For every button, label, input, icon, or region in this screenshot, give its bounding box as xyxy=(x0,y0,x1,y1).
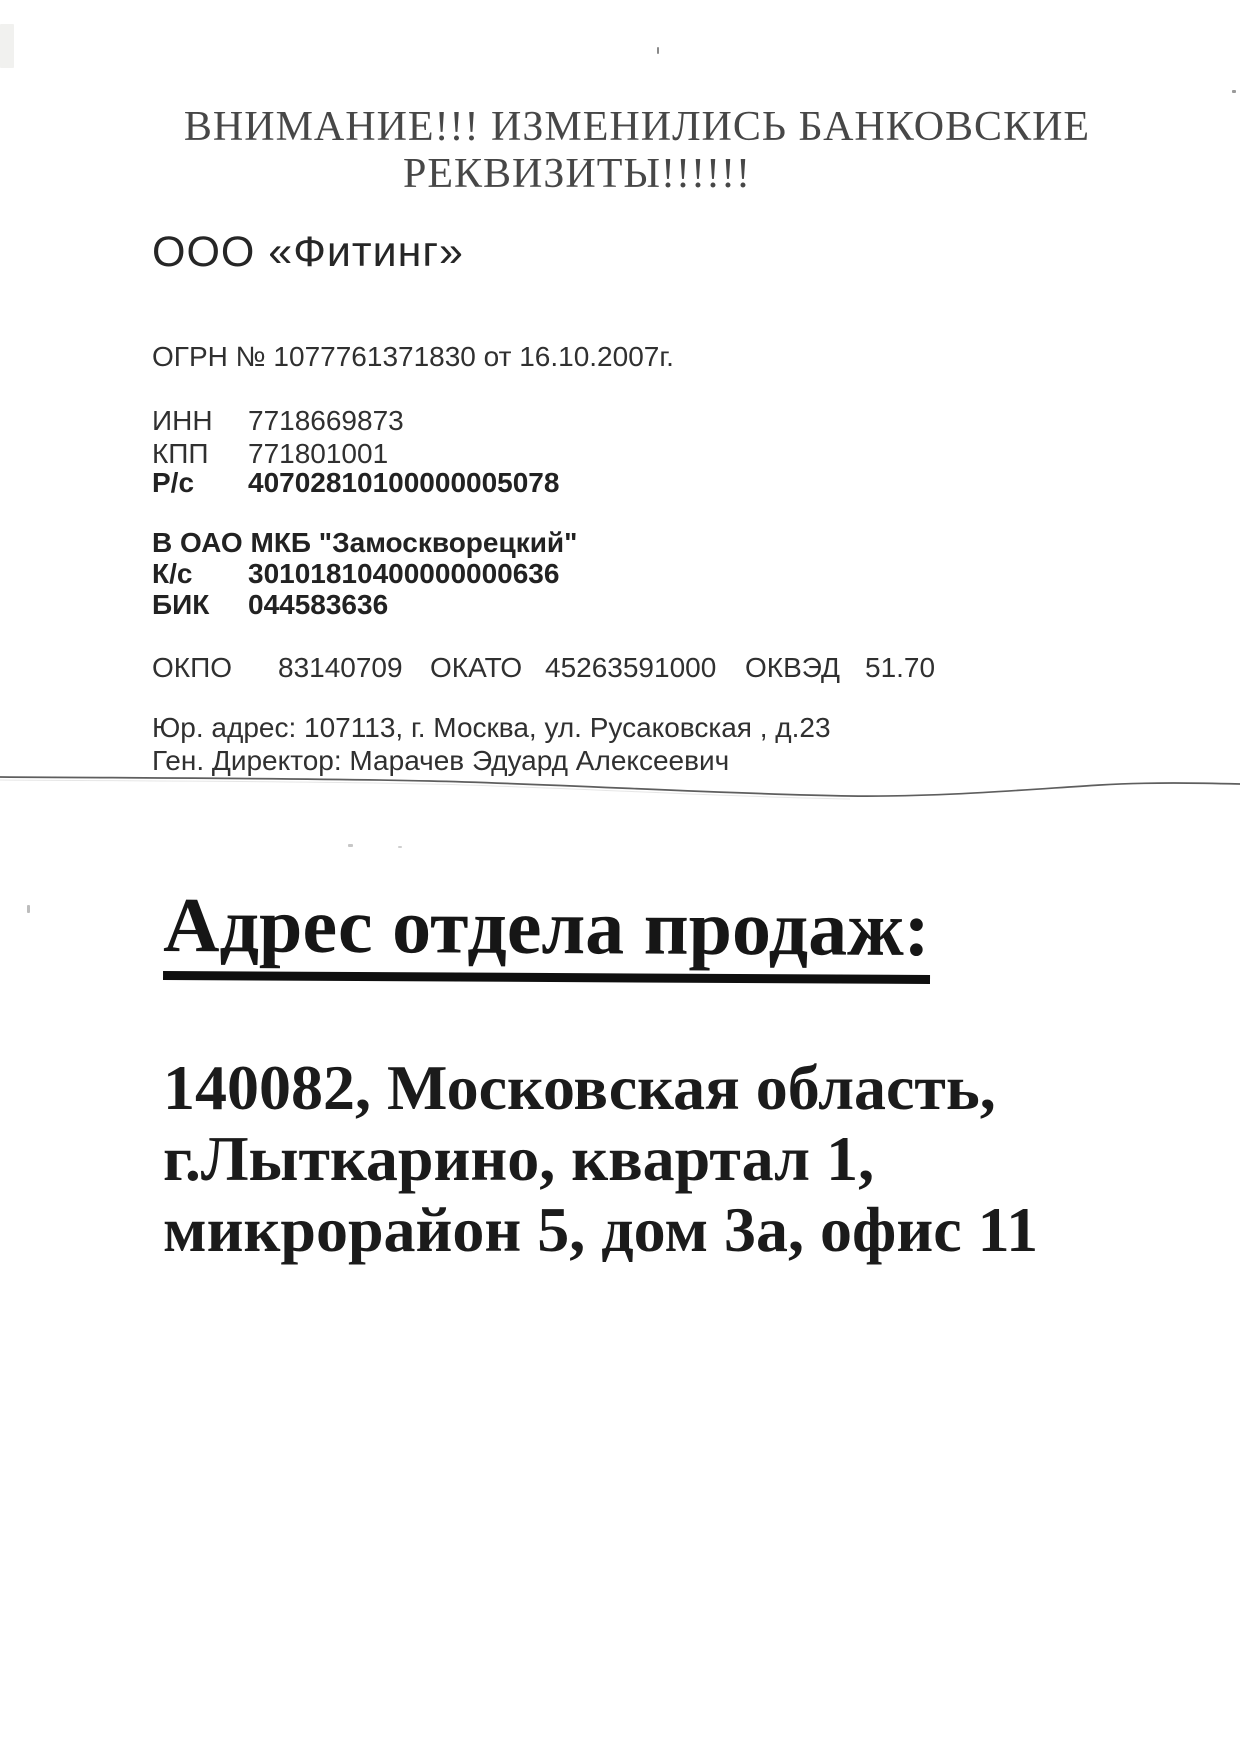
ogrn-line: ОГРН № 1077761371830 от 16.10.2007г. xyxy=(152,341,674,372)
sales-address xyxy=(163,1052,1038,1265)
okato-value: 45263591000 xyxy=(545,652,717,683)
scan-speck xyxy=(348,844,353,847)
company-name: ООО «Фитинг» xyxy=(152,228,464,276)
rs-label: Р/с xyxy=(152,467,195,498)
scan-speck xyxy=(1232,90,1236,93)
sales-heading: Адрес отдела продаж: xyxy=(163,886,930,984)
inn-row xyxy=(152,405,404,437)
okved-label: ОКВЭД xyxy=(745,652,840,683)
okato-label: ОКАТО xyxy=(430,652,523,683)
sales-address-line-3: микрорайон 5, дом 3а, офис 11 xyxy=(163,1194,1039,1265)
attention-header xyxy=(0,104,1240,198)
ks-row xyxy=(152,558,559,590)
attention-line-1: ВНИМАНИЕ!!! ИЗМЕНИЛИСЬ БАНКОВСКИЕ xyxy=(183,104,1091,150)
okpo-row xyxy=(152,652,935,684)
okpo-label: ОКПО xyxy=(152,652,232,683)
kpp-row xyxy=(152,438,388,470)
rs-row xyxy=(152,467,559,499)
bik-row xyxy=(152,589,388,621)
inn-label: ИНН xyxy=(152,405,213,436)
okved-value: 51.70 xyxy=(865,652,936,683)
bank-line: В ОАО МКБ "Замоскворецкий" xyxy=(152,527,578,558)
scan-smudge xyxy=(0,24,14,68)
attention-line-2: РЕКВИЗИТЫ!!!!!! xyxy=(403,151,751,197)
director-line: Ген. Директор: Марачев Эдуард Алексеевич xyxy=(152,745,730,776)
kpp-label: КПП xyxy=(152,438,209,469)
okpo-value: 83140709 xyxy=(278,652,403,683)
ks-label: К/с xyxy=(152,558,193,589)
scan-speck xyxy=(27,905,30,913)
page-seam-line xyxy=(0,770,1240,812)
ks-value: 30101810400000000636 xyxy=(248,558,560,589)
bik-label: БИК xyxy=(152,589,210,620)
scan-speck xyxy=(398,846,402,848)
rs-value: 40702810100000005078 xyxy=(248,467,560,498)
inn-value: 7718669873 xyxy=(248,405,404,436)
bik-value: 044583636 xyxy=(248,589,389,620)
sales-address-line-2: г.Лыткарино, квартал 1, xyxy=(163,1123,875,1194)
kpp-value: 771801001 xyxy=(248,438,389,469)
scan-speck xyxy=(657,47,659,54)
sales-address-line-1: 140082, Московская область, xyxy=(163,1052,996,1123)
legal-address: Юр. адрес: 107113, г. Москва, ул. Русаковская , д.23 xyxy=(152,712,831,743)
